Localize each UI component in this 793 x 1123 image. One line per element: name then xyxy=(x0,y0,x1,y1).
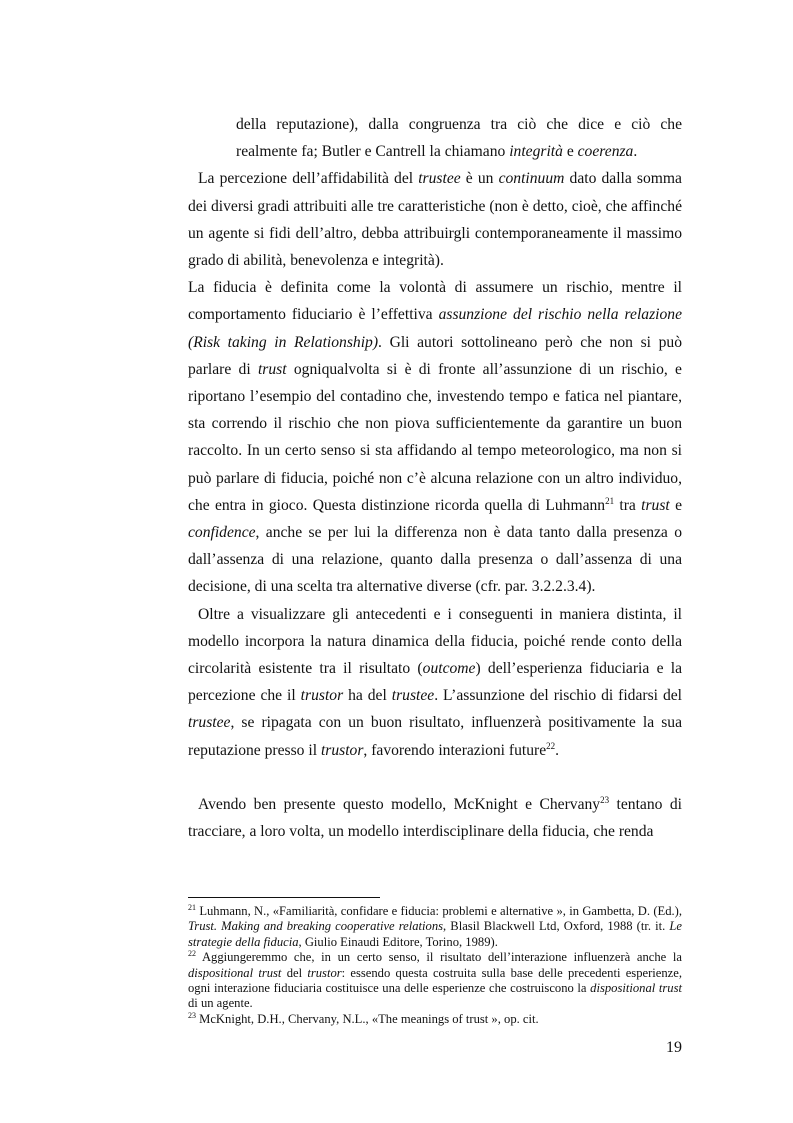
footnote-separator xyxy=(188,897,380,898)
body-text xyxy=(188,111,682,845)
paragraph-definizione-fiducia: La fiducia è definita come la volontà di assumere un rischio, mentre il comportamento fiduciario è l’effettiva assunzione del rischio nella relazione (Risk taking in Relationship). Gli autori sottolineano però che non si può parlare di trust ogniqualvolta si è di fronte all’assunzione di un rischio, e riportano l’esempio del contadino che, investendo tempo e fatica nel piantare, sta correndo il rischio che non piova sufficientemente da garantire un buon raccolto. In un certo senso si sta affidando al tempo meteorologico, ma non si può parlare di fiducia, poiché non c’è alcuna relazione con un altro individuo, che entra in gioco. Questa distinzione ricorda quella di Luhmann$^{21}$ tra trust e confidence, anche se per lui la differenza non è data tanto dalla presenza o dall’assenza di una relazione, quanto dalla presenza o dall’assenza di una decisione, di una scelta tra alternative diverse (cfr. par. 3.2.2.3.4). xyxy=(188,279,683,596)
paragraph-mcknight-chervany: Avendo ben presente questo modello, McKnight e Chervany$^{23}$ tentano di tracciare, a loro volta, un modello interdisciplinare della fiducia, che renda xyxy=(188,794,682,841)
page-number: 19 xyxy=(666,1039,682,1056)
paragraph-modello-dinamico: Oltre a visualizzare gli antecedenti e i conseguenti in maniera distinta, il modello incorpora la natura dinamica della fiducia, poiché rende conto della circolarità esistente tra il risultato (outcome) dell’esperienza fiduciaria e la percezione che il trustor ha del trustee. L’assunzione del rischio di fidarsi del trustee, se ripagata con un buon risultato, influenzerà positivamente la sua reputazione presso il trustor, favorendo interazioni future$^{22}$. xyxy=(188,605,683,759)
footnotes xyxy=(188,904,682,1027)
emphasis-coerenza: coerenza xyxy=(577,143,634,161)
paragraph-gap xyxy=(188,764,682,791)
footnote-ref-23[interactable]: 23 xyxy=(600,794,610,805)
emphasis-integrita: integrità xyxy=(509,143,563,161)
paragraph-affidabilita: La percezione dell’affidabilità del trustee è un continuum dato dalla somma dei diversi gradi attribuiti alle tre caratteristiche (non è detto, cioè, che affinché un agente si fidi dell’altro, debba attribuirgli contemporaneamente il massimo grado di abilità, benevolenza e integrità). xyxy=(188,170,682,270)
footnote-21: $^{21}$ Luhmann, N., «Familiarità, confidare e fiducia: problemi e alternative », in Gambetta, D. (Ed.), Trust. Making and breaking cooperative relations, Blasil Blackwell Ltd, Oxford, 1988 (tr. it. Le strategie della fiducia, Giulio Einaudi Editore, Torino, 1989). xyxy=(188,903,682,949)
paragraph-reputation-continued: della reputazione), dalla congruenza tra ciò che dice e ciò che realmente fa; Butler e Cantrell la chiamano integrità e coerenza. xyxy=(236,116,682,161)
footnote-ref-21[interactable]: 21 xyxy=(605,495,615,506)
footnote-ref-22[interactable]: 22 xyxy=(546,740,556,751)
footnote-22: $^{22}$ Aggiungeremmo che, in un certo senso, il risultato dell’interazione influenzerà anche la dispositional trust del trustor: essendo questa costruita sulla base delle precedenti esperienze, ogni interazione fiduciaria costituisce una delle esperienze che costruiscono la dispositional trust di un agente. xyxy=(188,949,682,1011)
footnote-23: $^{23}$ McKnight, D.H., Chervany, N.L., «The meanings of trust », op. cit. xyxy=(188,1010,539,1026)
